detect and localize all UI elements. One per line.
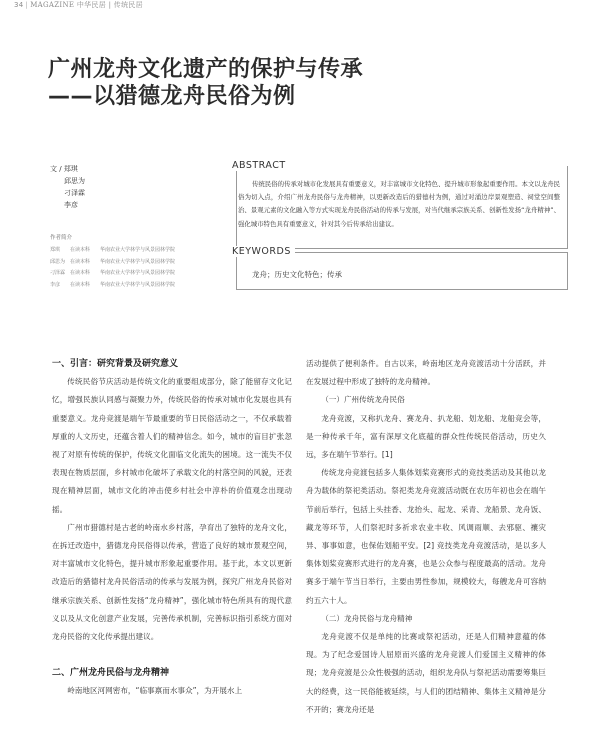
affiliation-name: 刁泽霖	[50, 270, 66, 276]
author-prefix: 文 /	[50, 165, 64, 173]
affiliation-row	[50, 268, 175, 280]
section-gap	[52, 646, 292, 664]
section-heading: 一、引言：研究背景及研究意义	[52, 359, 179, 369]
author-list	[50, 163, 85, 211]
affiliation-name: 邱思为	[50, 258, 66, 265]
body-column-left	[52, 355, 292, 701]
article-title: 广州龙舟文化遗产的保护与传承	[48, 57, 364, 82]
keywords-border-left	[236, 252, 237, 289]
body-paragraph: 龙舟竞渡不仅是单纯的比赛或祭祀活动，还是人们精神意蕴的体现。为了纪念爱国诗人屈原而兴盛的龙舟竞渡人们爱国主义精神的体现；龙舟竞渡是公众性极强的活动，组织龙舟队与祭祀活动需要筹集巨大的经费，这一民俗能被延续，与人们的团结精神、集体主义精神是分不开的；赛龙舟还是	[306, 632, 546, 714]
body-paragraph: 活动提供了便利条件。自古以来，岭南地区龙舟竞渡活动十分活跃，并在发展过程中形成了独特的龙舟精神。	[306, 359, 546, 387]
section-heading: 二、广州龙舟民俗与龙舟精神	[52, 668, 170, 679]
keywords-rule-bottom	[236, 289, 568, 290]
author-row-first	[50, 163, 85, 175]
author-name: 刁泽霖	[64, 189, 85, 197]
affiliation-degree: 在读本科	[70, 247, 91, 253]
body-paragraph: 传统龙舟竞渡包括多人集体划桨竞赛形式的竞技类活动及其他以龙舟为载体的祭祀类活动。祭祀类龙舟竞渡活动既在农历年初也会在端午节前后举行，包括上头挂香、龙抬头、起龙、采青、龙船景、龙舟饭、藏龙等环节，人们祭祀时多祈求农业丰收、风调雨顺、去邪驱、禳灾异、事事如意，也保佑划船平安。[2] 竞技类龙舟竞渡活动，是以多人集体划桨竞赛形式进行的龙舟赛，也是公众参与程度最高的活动。龙舟赛多于端午节当日举行，主要由男性参加，规模较大，每艘龙舟可容纳约五六十人。	[306, 468, 546, 605]
affiliation-heading: 作者简介	[50, 235, 73, 241]
running-header	[14, 0, 143, 10]
affiliation-row	[50, 257, 175, 269]
keywords-label: KEYWORDS	[232, 246, 295, 257]
body-paragraph: 岭南地区河网密布，“临事禀而水事众”，为开展水上	[67, 686, 243, 696]
affiliation-degree: 在读本科	[70, 270, 91, 276]
affiliation-degree: 在读本科	[70, 258, 91, 265]
page-number: 34	[14, 1, 24, 9]
affiliation-org: 华南农业大学林学与风景园林学院	[100, 247, 176, 253]
body-paragraph: 传统民俗节庆活动是传统文化的重要组成部分，除了能留存文化记忆，增强民族认同感与凝聚力外，传统民俗的传承对城市化发展也具有重要意义。龙舟竞渡是端午节最重要的节日民俗活动之一，不仅承载着厚重的人文历史，还蕴含着人们的精神信念。如今，城市的盲目扩张忽视了对原有传统的保护，传统文化面临文化流失的困境。这一流失不仅表现在物质层面，乡村城市化破坏了承载文化的村落空间的风貌，还表现在精神层面，城市文化的冲击使乡村社会中淳朴的价值观念出现动摇。	[52, 377, 292, 514]
article-subtitle: ——以猎德龙舟民俗为例	[48, 84, 296, 109]
abstract-label: ABSTRACT	[232, 160, 290, 171]
affiliation-org: 华南农业大学林学与风景园林学院	[100, 270, 176, 276]
body-paragraph: 广州市猎德村是古老的岭南水乡村落，孕育出了独特的龙舟文化，在拆迁改造中，猎德龙舟民俗得以传承，营造了良好的城市景观空间，对丰富城市文化特色，提升城市形象起重要作用。基于此，本文以更新改造后的猎德村龙舟民俗活动的传承与发展为例，探究广州龙舟民俗对继承宗族关系、创新性发扬“龙舟精神”，强化城市特色所具有的现代意义以及从文化创意产业发展，完善传承机制，完善标识指引系统方面对龙舟民俗的文化传承提出建议。	[52, 522, 292, 642]
affiliation-name: 郑琪	[50, 247, 61, 253]
affiliation-org: 华南农业大学林学与风景园林学院	[100, 281, 176, 288]
magazine-name: MAGAZINE	[30, 1, 75, 9]
subsection-heading: （一）广州传统龙舟民俗	[321, 395, 405, 405]
header-section: 中华民居 | 传统民居	[76, 1, 143, 9]
affiliation-row	[50, 280, 175, 292]
author-name: 郑琪	[63, 165, 78, 173]
affiliation-row	[50, 245, 175, 257]
subsection-heading: （二）龙舟民俗与龙舟精神	[321, 613, 413, 623]
abstract-text: 传统民俗的传承对城市化发展具有重要意义，对丰富城市文化特色、提升城市形象起重要作用。本文以龙舟民俗为切入点，介绍广州龙舟民俗与龙舟精神，以更新改造后的猎德村为例，通过对涌边岸景观塑造、祠堂空间整治、景观元素的文化融入等方式实现龙舟民俗活动的传承与发展，对当代继承宗族关系、创新性发扬“龙舟精神”、强化城市特色具有重要意义，针对其今后传承给出建议。	[238, 180, 560, 228]
body-column-right	[306, 355, 546, 719]
author-name: 李彦	[64, 201, 78, 209]
affiliation-name: 李彦	[50, 281, 61, 288]
keywords-text: 龙舟；历史文化特色；传承	[252, 270, 342, 279]
affiliation-degree: 在读本科	[70, 281, 91, 288]
affiliation-org: 华南农业大学林学与风景园林学院	[100, 258, 176, 265]
header-separator: |	[25, 1, 29, 9]
keywords-border-right	[567, 252, 568, 289]
body-paragraph: 龙舟竞渡，又称扒龙舟、赛龙舟、扒龙船、划龙船、龙船竞会等，是一种传承千年，富有深厚文化底蕴的群众性传统民俗活动，历史久远，多在端午节举行。[1]	[306, 413, 546, 460]
affiliation-list	[50, 245, 175, 291]
author-name: 邱思为	[64, 177, 85, 185]
